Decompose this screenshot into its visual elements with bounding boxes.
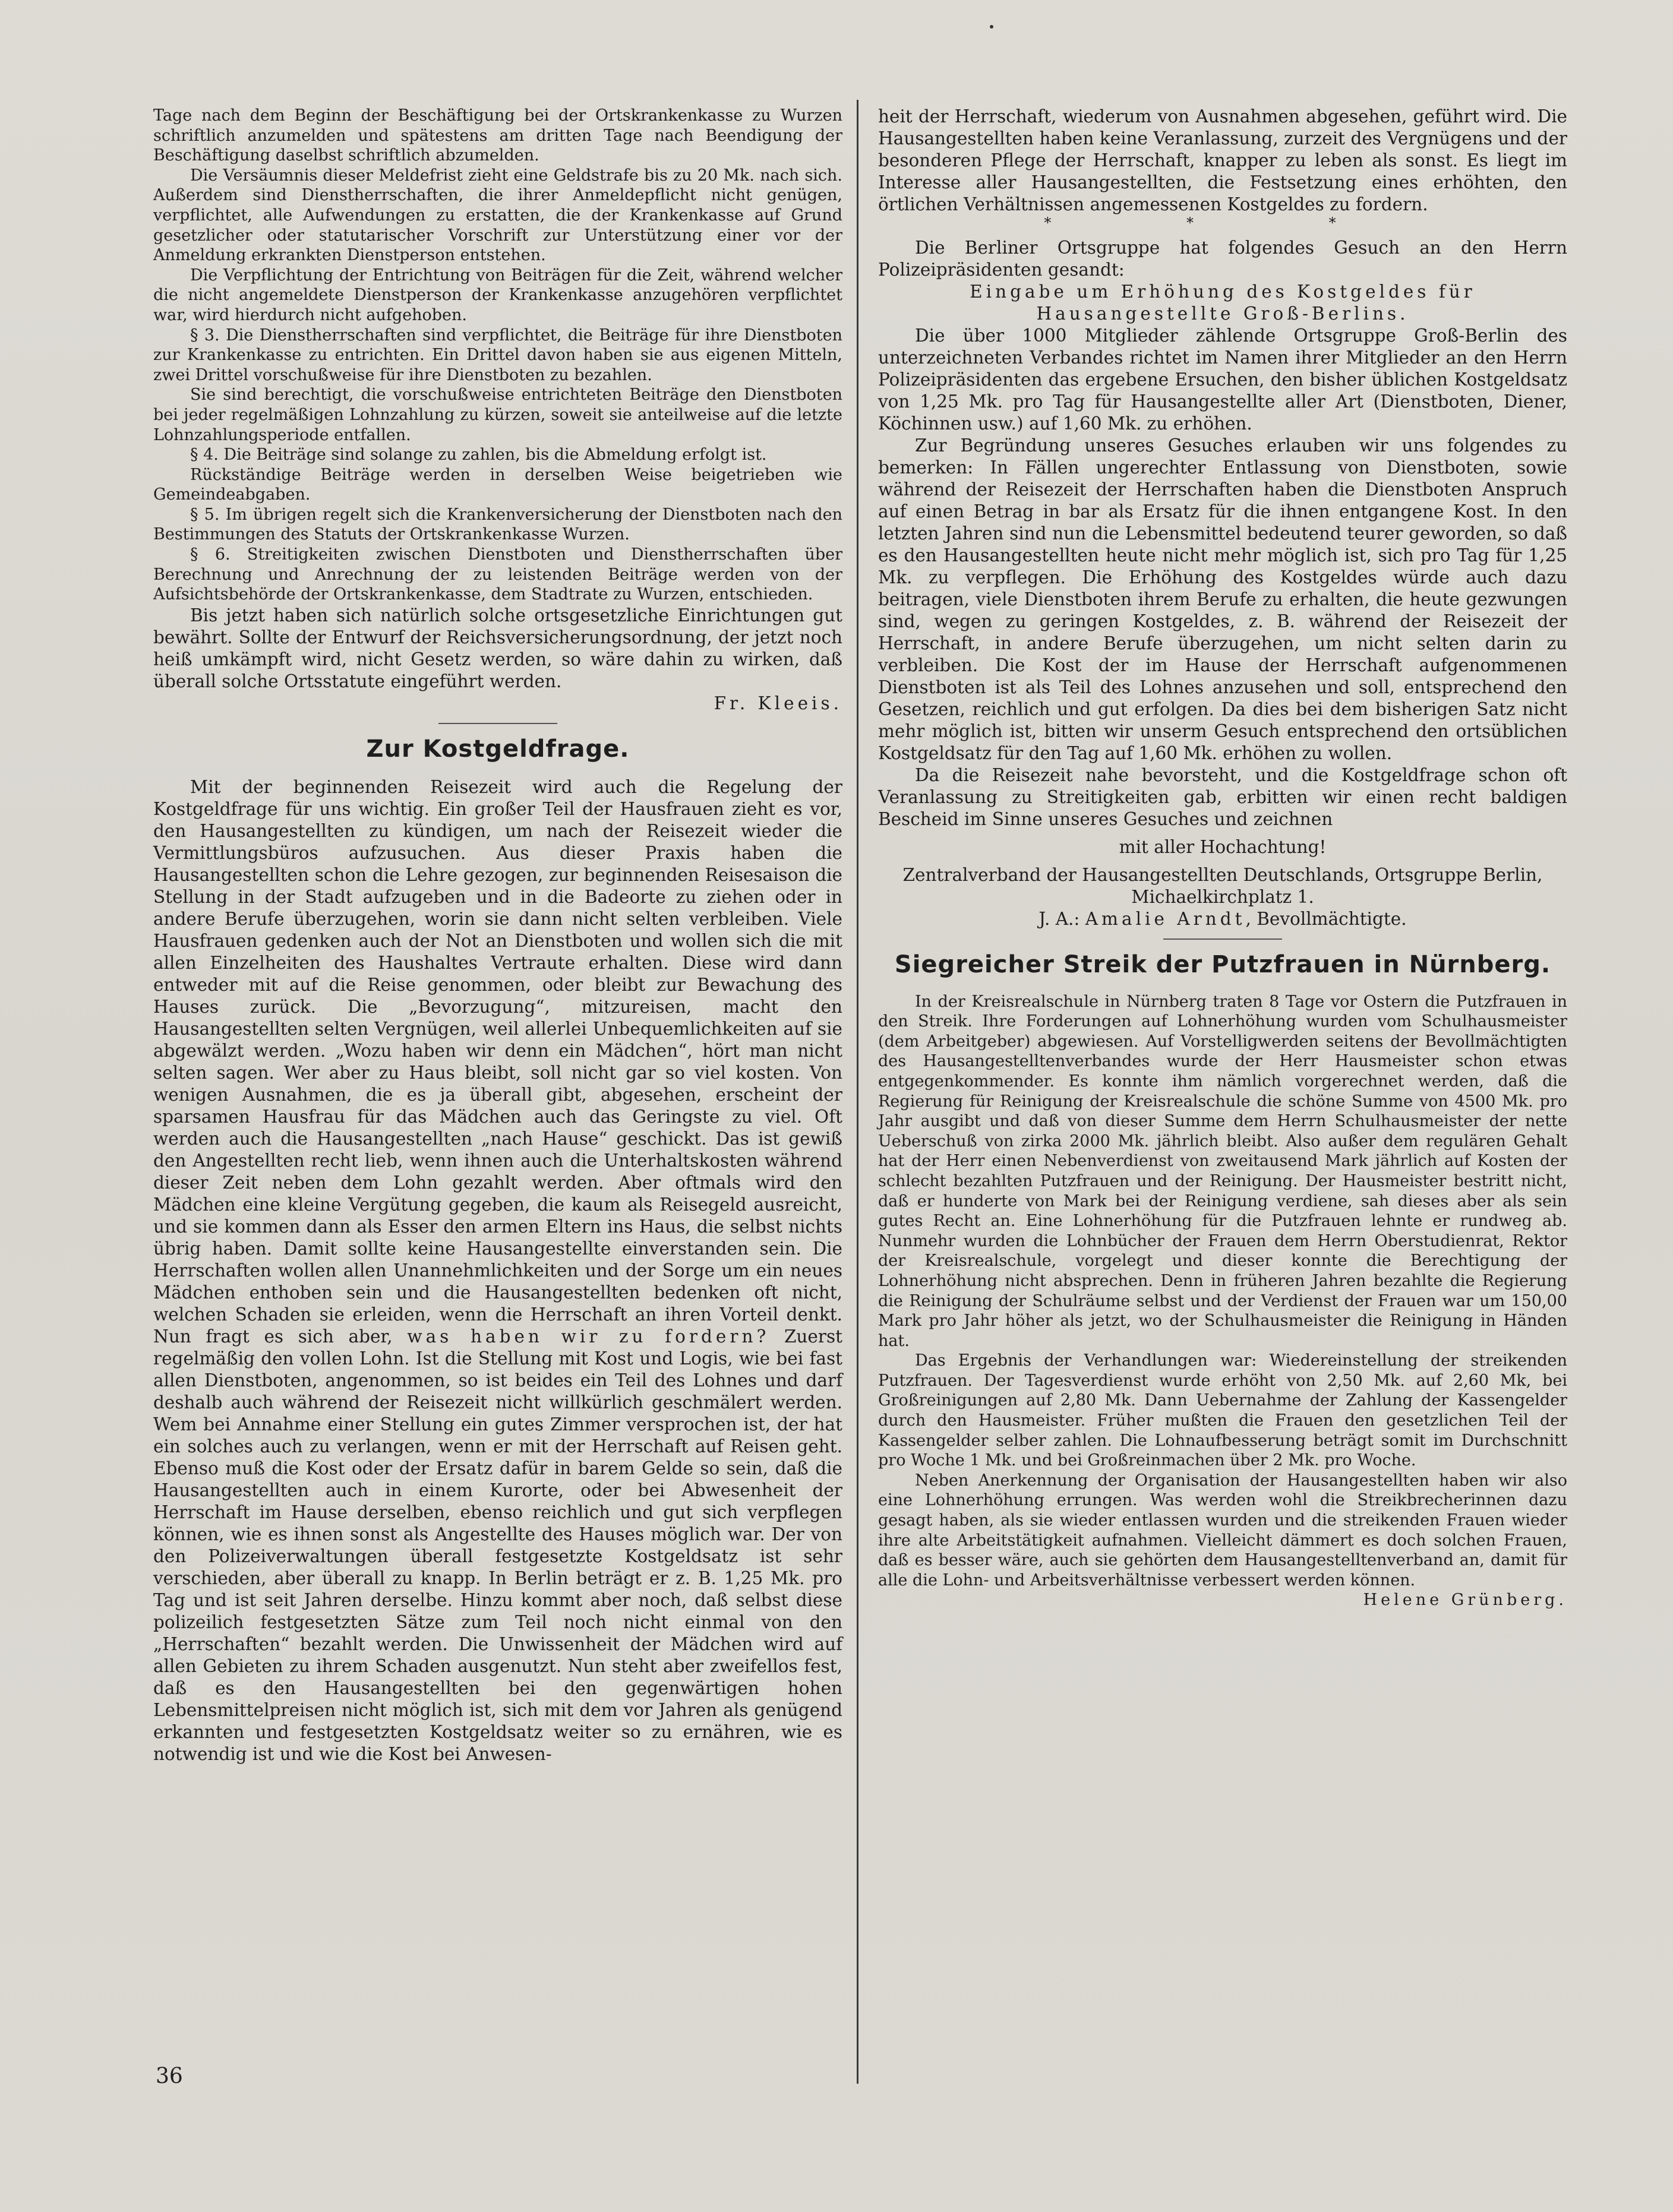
signature-kleeis: Fr. Kleeis. xyxy=(714,693,842,713)
paragraph: Die Verpflichtung der Entrichtung von Beiträgen für die Zeit, während welcher die nicht angemeldete Dienstperson der Krankenkasse anzugehören verpflichtet war, wird hierdurch nicht aufgehoben. xyxy=(153,266,842,324)
text-run: J. A.: xyxy=(1038,908,1080,929)
article-heading-kostgeldfrage: Zur Kostgeldfrage. xyxy=(366,735,630,763)
divider-rule xyxy=(438,723,557,724)
print-speck xyxy=(990,25,993,29)
text-run: Zuerst regelmäßig den vollen Lohn. Ist die Stellung mit Kost und Logis, wie bei fast allen Dienstboten, angenommen, so ist beides ein Teil des Lohnes und darf deshalb auch während der Reisezeit nicht willkürlich geschmälert werden. Wem bei Annahme einer Stellung ein gutes Zimmer versprochen ist, der hat ein solches auch zu verlangen, wenn er mit der Herrschaft auf Reisen geht. Ebenso muß die Kost oder der Ersatz dafür in barem Gelde so sein, daß die Hausangestellten auch in einem Kurorte, oder bei Abwesenheit der Herrschaft im Hause derselben, ebenso reichlich und gut sich verpflegen können, wie es ihnen sonst als Angestellte des Hauses möglich war. Der von den Polizeiverwaltungen überall festgesetzte Kostgeldsatz ist sehr verschieden, aber überall zu knapp. In Berlin beträgt er z. B. 1,25 Mk. pro Tag und ist seit Jahren derselbe. Hinzu kommt aber noch, daß selbst diese polizeilich festgesetzten Sätze zum Teil noch nicht einmal von den „Herrschaften“ bezahlt werden. Die Unwissenheit der Mädchen wird auf allen Gebieten zu ihrem Schaden ausgenutzt. Nun steht aber zweifellos fest, daß es den Hausangestellten bei den gegenwärtigen hohen Lebensmittelpreisen nicht möglich ist, sich mit dem vor Jahren als genügend erkannten und festgesetzten Kostgeldsatz weiter so zu ernähren, wie es notwendig ist und wie die Kost bei Anwesen- xyxy=(153,1326,842,1764)
paragraph: Das Ergebnis der Verhandlungen war: Wiedereinstellung der streikenden Putzfrauen. Der Tagesverdienst wurde erhöht von 2,50 Mk. auf 2,60 Mk, bei Großreinigungen auf 2,80 Mk. Dann Uebernahme der Zahlung der Kassengelder durch den Hausmeister. Früher mußten die Frauen den gesetzlichen Teil der Kassengelder selber zahlen. Die Lohnaufbesserung beträgt somit im Durchschnitt pro Woche 1 Mk. und bei Großreinmachen über 2 Mk. pro Woche. xyxy=(878,1351,1567,1470)
page-number: 36 xyxy=(156,2064,183,2088)
left-column xyxy=(153,106,842,1765)
signatory-name: Amalie Arndt xyxy=(1085,908,1246,929)
emphasized-phrase: was haben wir zu fordern? xyxy=(407,1326,770,1347)
right-column xyxy=(878,106,1567,1610)
article-heading-streik: Siegreicher Streik der Putzfrauen in Nürnberg. xyxy=(894,950,1551,978)
paragraph: § 4. Die Beiträge sind solange zu zahlen, bis die Abmeldung erfolgt ist. xyxy=(190,445,767,464)
section-stars: * * * xyxy=(1044,214,1401,231)
closing-phrase: mit aller Hochachtung! xyxy=(1119,836,1327,857)
signature-gruenberg: Helene Grünberg. xyxy=(1363,1591,1567,1610)
column-divider xyxy=(857,100,858,2084)
paragraph: Sie sind berechtigt, die vorschußweise entrichteten Beiträge den Dienstboten bei jeder regelmäßigen Lohnzahlung zu kürzen, soweit sie anteilweise auf die letzte Lohnzahlungsperiode entfallen. xyxy=(153,385,842,444)
organization-signature: Zentralverband der Hausangestellten Deutschlands, Ortsgruppe Berlin, Michaelkirchplatz 1. xyxy=(902,864,1543,907)
paragraph: § 3. Die Dienstherrschaften sind verpflichtet, die Beiträge für ihre Dienstboten zur Krankenkasse zu entrichten. Ein Drittel davon haben sie aus eigenen Mitteln, zwei Drittel vorschußweise für ihre Dienstboten zu bezahlen. xyxy=(153,326,842,384)
paragraph: Die über 1000 Mitglieder zählende Ortsgruppe Groß-Berlin des unterzeichneten Verbandes richtet im Namen ihrer Mitglieder an den Herrn Polizeipräsidenten das ergebene Ersuchen, den bisher üblichen Kostgeldsatz von 1,25 Mk. pro Tag für Hausangestellte aller Art (Dienstboten, Diener, Köchinnen usw.) auf 1,60 Mk. zu erhöhen. xyxy=(878,325,1567,434)
paragraph: Bis jetzt haben sich natürlich solche ortsgesetzliche Einrichtungen gut bewährt. Sollte der Entwurf der Reichsversicherungsordnung, der jetzt noch heiß umkämpft wird, nicht Gesetz werden, so wäre dahin zu wirken, daß überall solche Ortsstatute eingeführt werden. xyxy=(153,605,842,691)
paragraph: Die Versäumnis dieser Meldefrist zieht eine Geldstrafe bis zu 20 Mk. nach sich. Außerdem sind Dienstherrschaften, die ihrer Anmeldepflicht nicht genügen, verpflichtet, alle Aufwendungen zu erstatten, die der Krankenkasse auf Grund gesetzlicher oder statutarischer Vorschrift zur Unterstützung einer vor der Anmeldung erkrankten Dienstperson entstehen. xyxy=(153,166,842,265)
paragraph xyxy=(153,776,842,1765)
spacer xyxy=(878,830,1567,836)
paragraph: In der Kreisrealschule in Nürnberg traten 8 Tage vor Ostern die Putzfrauen in den Streik. Ihre Forderungen auf Lohnerhöhung wurden vom Schulhausmeister (dem Arbeitgeber) abgewiesen. Auf Vorstelligwerden seitens der Bevollmächtigten des Hausangestelltenverbandes wurde der Herr Hausmeister schon etwas entgegenkommender. Es konnte ihm nämlich vorgerechnet werden, daß die Regierung für Reinigung der Kreisrealschule die schöne Summe von 4500 Mk. pro Jahr ausgibt und daß von dieser Summe dem Herrn Schulhausmeister der nette Ueberschuß von zirka 2000 Mk. jährlich bleibt. Also außer dem regulären Gehalt hat der Herr einen Nebenverdienst von zweitausend Mark jährlich auf Kosten der schlecht bezahlten Putzfrauen und der Reinigung. Der Hausmeister bestritt nicht, daß er hunderte von Mark bei der Reinigung verdiene, sah dieses aber als sein gutes Recht an. Eine Lohnerhöhung für die Putzfrauen lehnte er rundweg ab. Nunmehr wurden die Lohnbücher der Frauen dem Herrn Oberstudienrat, Rektor der Kreisrealschule, vorgelegt und dieser konnte die Berechtigung der Lohnerhöhung nicht absprechen. Denn in früheren Jahren bezahlte die Regierung die Reinigung der Schulräume selbst und der Verdienst der Frauen war um 150,00 Mark pro Jahr höher als jetzt, wo der Schulhausmeister die Reinigung in Händen hat. xyxy=(878,992,1567,1350)
paragraph: § 5. Im übrigen regelt sich die Krankenversicherung der Dienstboten nach den Bestimmungen des Statuts der Ortskrankenkasse Wurzen. xyxy=(153,505,842,544)
paragraph: Die Berliner Ortsgruppe hat folgendes Gesuch an den Herrn Polizeipräsidenten gesandt: xyxy=(878,237,1567,280)
paragraph: Rückständige Beiträge werden in derselben Weise beigetrieben wie Gemeindeabgaben. xyxy=(153,465,842,504)
text-run: Mit der beginnenden Reisezeit wird auch die Regelung der Kostgeldfrage für uns wichtig. Ein großer Teil der Hausfrauen zieht es vor, den Hausangestellten zu kündigen, um nach der Reisezeit wieder die Vermittlungsbüros aufzusuchen. Aus dieser Praxis haben die Hausangestellten schon die Lehre gezogen, zur beginnenden Reisesaison die Stellung in der Stadt aufzugeben und in die Badeorte zu ziehen oder in andere Berufe überzugehen, worin sie dann nicht selten verbleiben. Viele Hausfrauen gedenken auch der Not an Dienstboten und wollen sich die mit allen Einzelheiten des Haushaltes Vertraute erhalten. Diese wird dann entweder mit auf die Reise genommen, oder bleibt zur Bewachung des Hauses zurück. Die „Bevorzugung“, mitzureisen, macht den Hausangestellten selten Vergnügen, weil allerlei Unbequemlichkeiten auf sie abgewälzt werden. „Wozu haben wir denn ein Mädchen“, hört man nicht selten sagen. Wer aber zu Haus bleibt, soll nicht gar so viel kosten. Von wenigen Ausnahmen, die es ja überall gibt, abgesehen, erscheint der sparsamen Hausfrau für das Mädchen auch das Geringste zu viel. Oft werden auch die Hausangestellten „nach Hause“ geschickt. Das ist gewiß den Angestellten recht lieb, wenn ihnen auch die Unterhaltskosten während dieser Zeit neben dem Lohn gezahlt werden. Aber oftmals wird den Mädchen eine kleine Vergütung gegeben, die kaum als Reisegeld ausreicht, und sie kommen dann als Esser den armen Eltern ins Haus, die selbst nichts übrig haben. Damit sollte keine Hausangestellte einverstanden sein. Die Herrschaften wollen allen Unannehmlichkeiten und der Sorge um ein neues Mädchen enthoben sein und die Hausangestellten bedenken oft nicht, welchen Schaden sie erleiden, wenn die Herrschaft an ihren Vorteil denkt. Nun fragt es sich aber, xyxy=(153,776,842,1347)
paragraph: Zur Begründung unseres Gesuches erlauben wir uns folgendes zu bemerken: In Fällen ungerechter Entlassung von Dienstboten, sowie während der Reisezeit der Herrschaften haben die Dienstboten Anspruch auf einen Betrag in bar als Ersatz für die ihnen entgangene Kost. In den letzten Jahren sind nun die Lebensmittel bedeutend teurer geworden, so daß es den Hausangestellten heute nicht mehr möglich ist, sich pro Tag für 1,25 Mk. zu verpflegen. Die Erhöhung des Kostgeldes würde auch dazu beitragen, viele Dienstboten ihrem Berufe zu erhalten, die heute gezwungen sind, wegen zu geringen Kostgeldes, z. B. während der Reisezeit der Herrschaft, in andere Berufe überzugehen, um nicht selten darin zu verbleiben. Die Kost der im Hause der Herrschaft aufgenommenen Dienstboten ist als Teil des Lohnes anzusehen und soll, entsprechend den Gesetzen, reichlich und gut erfolgen. Da dies bei dem bisherigen Satz nicht mehr möglich ist, bitten wir unserm Gesuch entsprechend den ortsüblichen Kostgeldsatz für den Tag auf 1,60 Mk. erhöhen zu wollen. xyxy=(878,435,1567,763)
paragraph: Neben Anerkennung der Organisation der Hausangestellten haben wir also eine Lohnerhöhung errungen. Was werden wohl die Streikbrecherinnen dazu gesagt haben, als sie wieder entlassen wurden und die streikenden Frauen wieder ihre alte Arbeitstätigkeit aufnahmen. Vielleicht dämmert es doch solchen Frauen, daß es besser wäre, auch sie gehörten dem Hausangestelltenverband an, damit für alle die Lohn- und Arbeitsverhältnisse verbessert werden können. xyxy=(878,1471,1567,1590)
signatory-line xyxy=(878,908,1567,930)
spacer xyxy=(878,858,1567,864)
divider-rule xyxy=(1163,938,1282,940)
petition-title: Eingabe um Erhöhung des Kostgeldes für Hausangestellte Groß-Berlins. xyxy=(970,281,1476,324)
paragraph: Da die Reisezeit nahe bevorsteht, und die Kostgeldfrage schon oft Veranlassung zu Streitigkeiten gab, erbitten wir einen recht baldigen Bescheid im Sinne unseres Gesuches und zeichnen xyxy=(878,764,1567,829)
paragraph: heit der Herrschaft, wiederum von Ausnahmen abgesehen, geführt wird. Die Hausangestellten haben keine Veranlassung, zurzeit des Vergnügens und der besonderen Pflege der Herrschaft, knapper zu leben als sonst. Es liegt im Interesse aller Hausangestellten, die Festsetzung eines erhöhten, den örtlichen Verhältnissen angemessenen Kostgeldes zu fordern. xyxy=(878,106,1567,214)
paragraph: § 6. Streitigkeiten zwischen Dienstboten und Dienstherrschaften über Berechnung und Anrechnung der zu leistenden Beiträge werden von der Aufsichtsbehörde der Ortskrankenkasse, dem Stadtrate zu Wurzen, entschieden. xyxy=(153,545,842,604)
paragraph: Tage nach dem Beginn der Beschäftigung bei der Ortskrankenkasse zu Wurzen schriftlich anzumelden und spätestens am dritten Tage nach Beendigung der Beschäftigung daselbst schriftlich abzumelden. xyxy=(153,106,842,165)
text-run: , Bevollmächtigte. xyxy=(1245,908,1407,929)
